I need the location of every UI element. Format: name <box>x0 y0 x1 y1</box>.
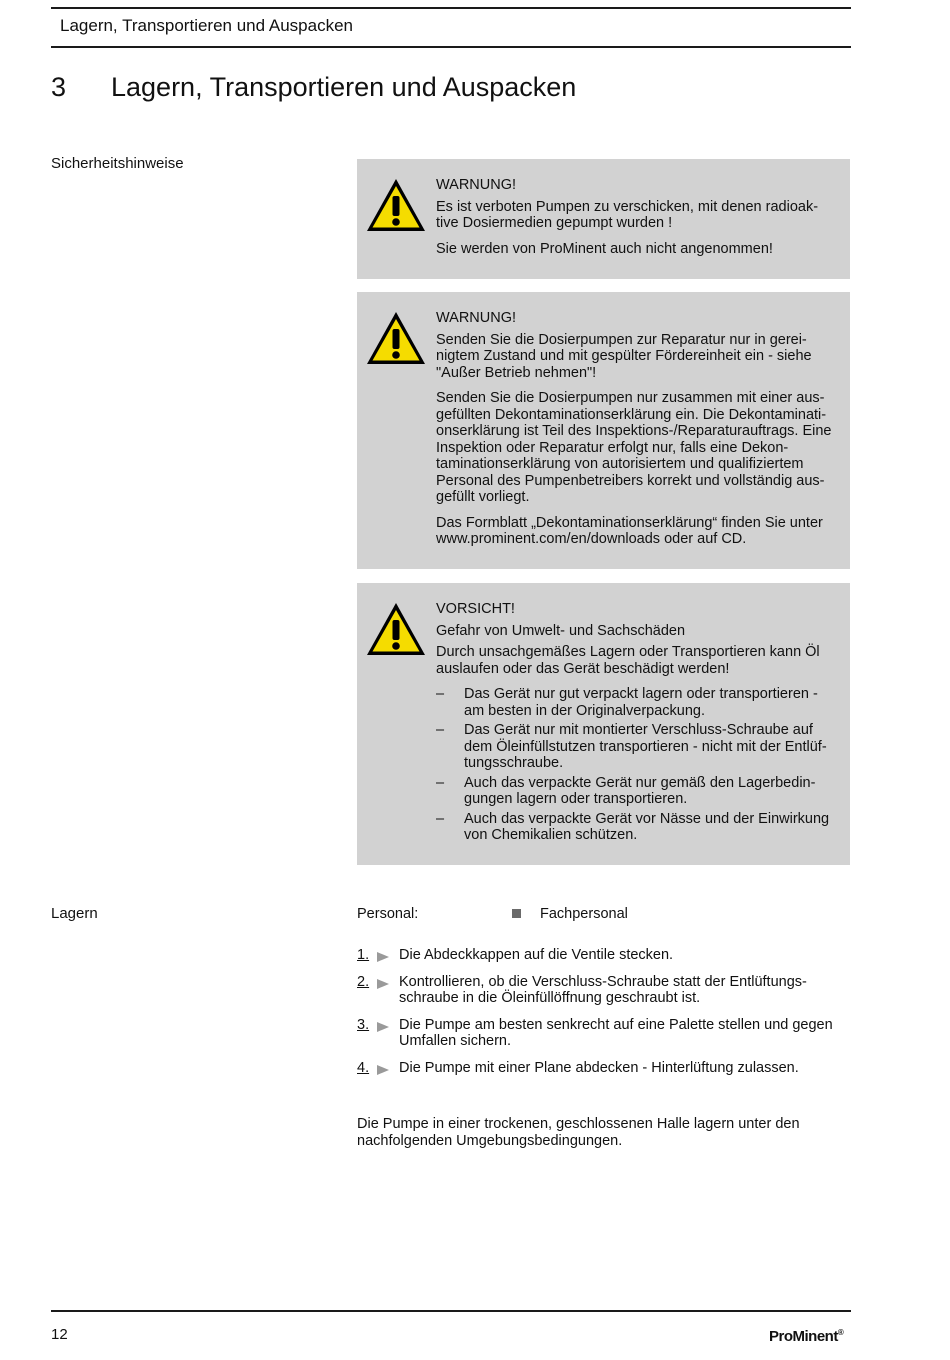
list-item-text: Das Gerät nur gut verpackt lagern oder transportieren - am besten in der Originalverpackung. <box>464 686 818 719</box>
personnel-label: Personal: <box>357 906 419 922</box>
arrow-right-icon <box>377 952 389 962</box>
warning-1-paragraph: Es ist verboten Pumpen zu verschicken, mit denen radioak-tive Dosiermedien gepumpt wurden ! <box>436 198 819 231</box>
header-top-rule <box>51 7 851 9</box>
footer-rule <box>51 1310 851 1312</box>
warning-2-content <box>436 310 840 557</box>
dash-bullet: – <box>436 722 445 738</box>
caution-content <box>436 601 840 847</box>
step-text: Kontrollieren, ob die Verschluss-Schraube statt der Entlüftungs-schraube in die Öleinfüllöffnung geschraubt ist. <box>399 973 807 1006</box>
square-bullet-icon <box>512 909 522 919</box>
arrow-right-icon <box>377 1065 389 1075</box>
warning-box-2 <box>357 292 850 569</box>
list-item <box>436 775 840 808</box>
step-item <box>357 947 852 964</box>
dash-bullet: – <box>436 686 445 702</box>
step-text: Die Pumpe am besten senkrecht auf eine Palette stellen und gegen Umfallen sichern. <box>399 1016 833 1049</box>
warning-1-content <box>436 177 840 266</box>
section-label-safety: Sicherheitshinweise <box>51 155 184 172</box>
step-item <box>357 974 852 1007</box>
chapter-number: 3 <box>51 72 67 102</box>
list-item-text: Auch das verpackte Gerät nur gemäß den Lagerbedin-gungen lagern oder transportieren. <box>464 774 816 807</box>
warning-box-1 <box>357 159 850 279</box>
arrow-right-icon <box>377 979 389 989</box>
caution-subtitle: Gefahr von Umwelt- und Sachschäden <box>436 622 686 639</box>
caution-list <box>436 686 840 844</box>
arrow-right-icon <box>377 1022 389 1032</box>
step-number: 2. <box>357 973 370 990</box>
registered-mark: ® <box>837 1328 844 1337</box>
list-item-text: Auch das verpackte Gerät vor Nässe und der Einwirkung von Chemikalien schützen. <box>464 810 830 843</box>
chapter-title: Lagern, Transportieren und Auspacken <box>111 72 577 102</box>
warning-1-paragraph: Sie werden von ProMinent auch nicht angenommen! <box>436 240 773 257</box>
list-item <box>436 686 840 719</box>
warning-triangle-icon <box>365 601 427 657</box>
dash-bullet: – <box>436 774 445 791</box>
step-text: Die Abdeckkappen auf die Ventile stecken. <box>399 947 674 963</box>
caution-intro: Durch unsachgemäßes Lagern oder Transportieren kann Öl auslaufen oder das Gerät beschädigt werden! <box>436 644 820 677</box>
step-text: Die Pumpe mit einer Plane abdecken - Hinterlüftung zulassen. <box>399 1059 799 1076</box>
prominent-logo <box>769 1328 843 1345</box>
storage-note: Die Pumpe in einer trockenen, geschlossenen Halle lagern unter den nachfolgenden Umgebungsbedingungen. <box>357 1116 800 1149</box>
header-bottom-rule <box>51 46 851 48</box>
logo-text: ProMinent <box>769 1328 838 1345</box>
caution-box <box>357 583 850 865</box>
dash-bullet: – <box>436 810 445 827</box>
step-item <box>357 1060 852 1077</box>
warning-2-paragraph: Senden Sie die Dosierpumpen zur Reparatur nur in gerei-nigtem Zustand und mit gespülter Fördereinheit ein - siehe "Außer Betrieb nehmen"! <box>436 331 812 381</box>
list-item-text: Das Gerät nur mit montierter Verschluss-Schraube auf dem Öleinfüllstutzen transportieren - nicht mit der Entlüf-tungsschraube. <box>464 722 827 771</box>
list-item <box>436 811 840 844</box>
step-item <box>357 1017 852 1050</box>
personnel-value: Fachpersonal <box>540 906 628 922</box>
page-number: 12 <box>51 1326 68 1343</box>
step-number: 3. <box>357 1016 370 1033</box>
warning-1-signal: WARNUNG! <box>436 177 517 193</box>
section-label-storage: Lagern <box>51 905 98 922</box>
warning-triangle-icon <box>365 177 427 233</box>
running-header: Lagern, Transportieren und Auspacken <box>60 16 353 35</box>
warning-2-paragraph: Das Formblatt „Dekontaminationserklärung“ finden Sie unter www.prominent.com/en/downloads oder auf CD. <box>436 514 823 547</box>
warning-2-signal: WARNUNG! <box>436 310 517 326</box>
warning-2-paragraph: Senden Sie die Dosierpumpen nur zusammen mit einer aus-gefüllten Dekontaminationserklärung ein. Die Dekontaminati-onserklärung ist Teil des Inspektions-/Reparaturauftrags. Eine Inspektion oder Reparatur erfolgt nur, falls eine Dekon-taminationserklärung von autorisiertem und qualifiziertem Personal des Pumpenbetreibers korrekt und vollständig aus-gefüllt vorliegt. <box>436 390 832 505</box>
list-item <box>436 722 840 772</box>
step-number: 1. <box>357 947 370 963</box>
steps-list <box>357 947 852 1086</box>
step-number: 4. <box>357 1059 370 1076</box>
caution-signal: VORSICHT! <box>436 601 515 617</box>
warning-triangle-icon <box>365 310 427 366</box>
